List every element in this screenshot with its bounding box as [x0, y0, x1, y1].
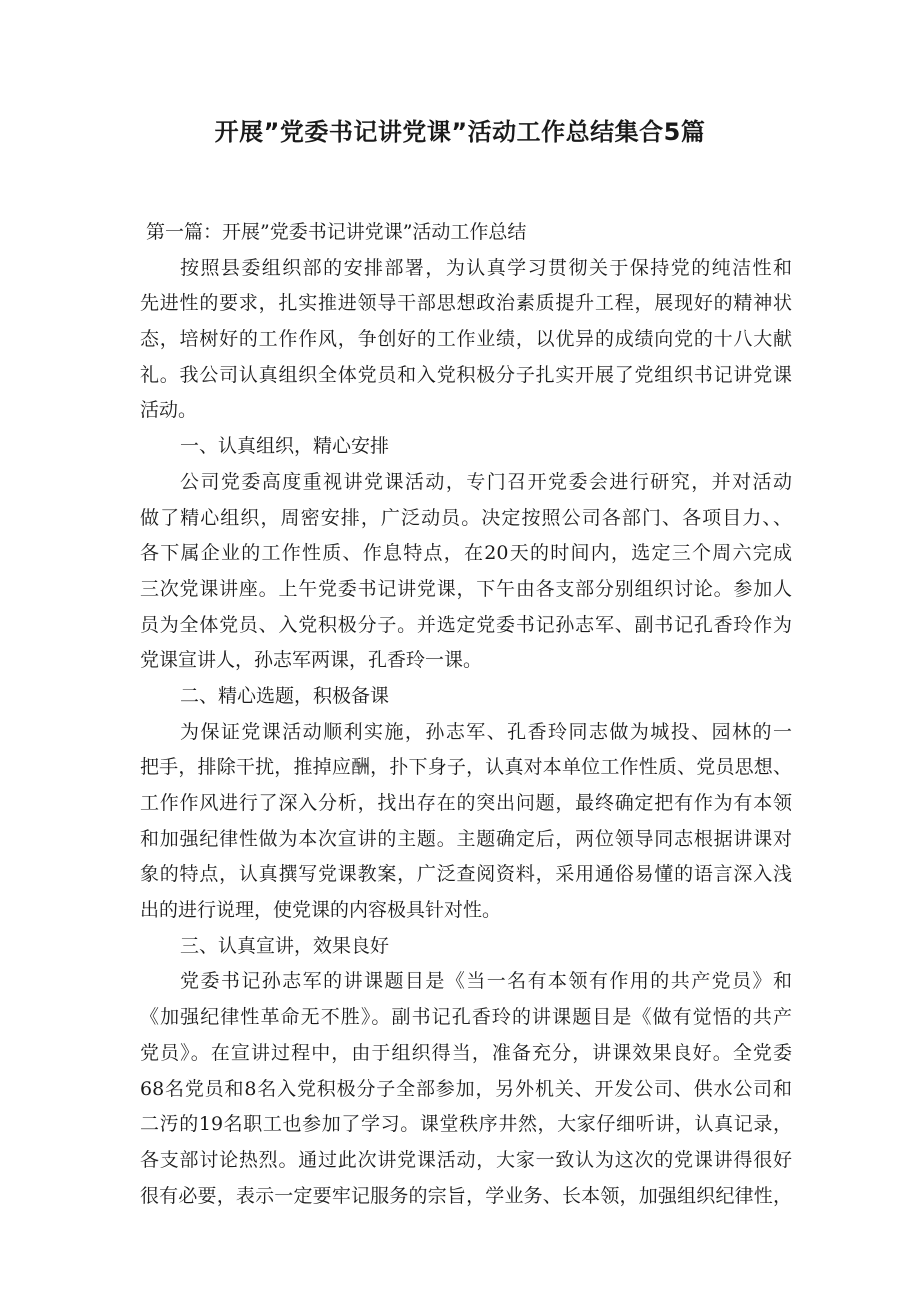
- document-title: 开展”党委书记讲党课”活动工作总结集合5篇: [214, 118, 706, 146]
- paragraph-line: 《加强纪律性革命无不胜》。副书记孔香玲的讲课题目是《做有觉悟的共产: [140, 1006, 792, 1029]
- document-body: [140, 215, 792, 1214]
- paragraph-line: 党委书记孙志军的讲课题目是《当一名有本领有作用的共产党员》和: [180, 970, 792, 993]
- subsection-heading: 三、认真宣讲，效果良好: [180, 934, 390, 957]
- paragraph-line: 公司党委高度重视讲党课活动，专门召开党委会进行研究，并对活动: [180, 470, 792, 493]
- paragraph-line: 工作作风进行了深入分析，找出存在的突出问题，最终确定把有作为有本领: [140, 792, 792, 814]
- paragraph-line: 先进性的要求，扎实推进领导干部思想政治素质提升工程，展现好的精神状: [140, 292, 792, 315]
- paragraph-line: 象的特点，认真撰写党课教案，广泛查阅资料，采用通俗易懂的语言深入浅: [140, 863, 792, 886]
- paragraph-line: 礼。我公司认真组织全体党员和入党积极分子扎实开展了党组织书记讲党课: [140, 363, 792, 386]
- paragraph-line: 很有必要，表示一定要牢记服务的宗旨，学业务、长本领，加强组织纪律性，: [140, 1184, 792, 1207]
- paragraph-line: 68名党员和8名入党积极分子全部参加，另外机关、开发公司、供水公司和: [140, 1077, 792, 1100]
- paragraph-line: 和加强纪律性做为本次宣讲的主题。主题确定后，两位领导同志根据讲课对: [140, 827, 792, 850]
- paragraph-line: 党课宣讲人，孙志军两课，孔香玲一课。: [140, 649, 483, 672]
- paragraph-line: 活动。: [140, 399, 198, 422]
- paragraph-line: 三次党课讲座。上午党委书记讲党课，下午由各支部分别组织讨论。参加人: [140, 577, 792, 600]
- paragraph-line: 员为全体党员、入党积极分子。并选定党委书记孙志军、副书记孔香玲作为: [140, 613, 792, 636]
- subsection-heading: 一、认真组织，精心安排: [180, 435, 390, 458]
- paragraph-line: 为保证党课活动顺利实施，孙志军、孔香玲同志做为城投、园林的一: [180, 720, 792, 743]
- subsection-heading: 二、精心选题，积极备课: [180, 684, 390, 707]
- paragraph-line: 出的进行说理，使党课的内容极具针对性。: [140, 899, 502, 922]
- paragraph-line: 各下属企业的工作性质、作息特点，在20天的时间内，选定三个周六完成: [140, 542, 792, 565]
- paragraph-line: 态，培树好的工作作风，争创好的工作业绩，以优异的成绩向党的十八大献: [140, 328, 792, 351]
- paragraph-line: 各支部讨论热烈。通过此次讲党课活动，大家一致认为这次的党课讲得很好: [140, 1148, 792, 1171]
- paragraph-line: 党员》。在宣讲过程中，由于组织得当，准备充分，讲课效果良好。全党委: [140, 1041, 792, 1064]
- paragraph-line: 做了精心组织，周密安排，广泛动员。决定按照公司各部门、各项目力、、: [140, 506, 792, 529]
- section-heading: 第一篇：开展”党委书记讲党课”活动工作总结: [146, 221, 527, 243]
- paragraph-line: 按照县委组织部的安排部署，为认真学习贯彻关于保持党的纯洁性和: [180, 256, 792, 279]
- paragraph-line: 二汚的19名职工也参加了学习。课堂秩序井然，大家仔细听讲，认真记录，: [140, 1113, 792, 1136]
- paragraph-line: 把手，排除干扰，推掉应酬，扑下身子，认真对本单位工作性质、党员思想、: [140, 756, 792, 779]
